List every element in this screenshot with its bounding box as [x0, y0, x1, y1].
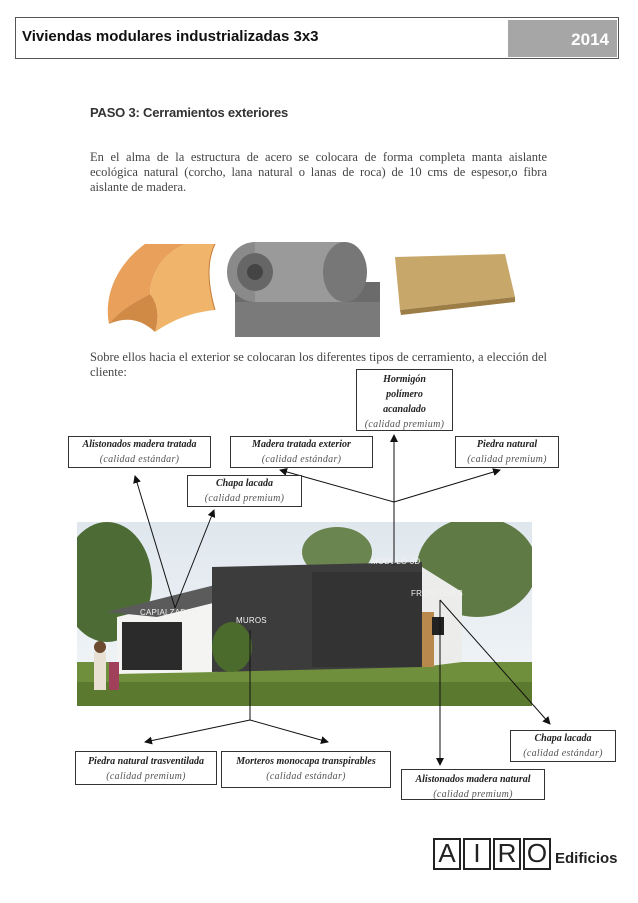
logo-letter: A	[433, 838, 461, 870]
logo-letter: O	[523, 838, 551, 870]
option-name: Alistonados madera natural	[415, 774, 531, 785]
logo-letter: R	[493, 838, 521, 870]
option-name: Madera tratada exterior	[252, 439, 351, 450]
option-quality: (calidad premium)	[106, 771, 186, 782]
step-title: PASO 3: Cerramientos exteriores	[90, 105, 289, 120]
option-piedra-natural-trasventilada	[75, 751, 217, 785]
option-name: Alistonados madera tratada	[82, 439, 197, 450]
logo-word: Edificios	[555, 850, 618, 867]
airo-logo	[433, 838, 553, 870]
intro-paragraph: En el alma de la estructura de acero se colocara de forma completa manta aislante ecológica natural (corcho, lana natural o lanas de roca) de 10 cms de espesor,o fibra aislante de madera.	[90, 150, 547, 194]
option-chapa-lacada-estandar	[510, 730, 616, 762]
option-chapa-lacada-premium	[187, 475, 302, 507]
option-name: Chapa lacada	[216, 478, 273, 489]
option-quality: (calidad premium)	[204, 493, 285, 504]
logo-letter: I	[463, 838, 491, 870]
option-quality: (calidad estándar)	[523, 748, 603, 759]
option-morteros-monocapa	[221, 751, 391, 788]
option-piedra-natural	[455, 436, 559, 468]
option-name: Piedra natural	[476, 439, 538, 450]
option-quality: (calidad premium)	[433, 789, 513, 800]
option-alistonados-madera-tratada	[68, 436, 211, 468]
option-name: Piedra natural trasventilada	[87, 756, 205, 767]
options-paragraph: Sobre ellos hacia el exterior se colocaran los diferentes tipos de cerramiento, a elección del cliente:	[90, 350, 547, 379]
option-name: Chapa lacada	[534, 733, 592, 744]
option-madera-tratada-exterior	[230, 436, 373, 468]
option-quality: (calidad estándar)	[266, 771, 346, 782]
label-frontones: FRONTONES	[411, 589, 463, 598]
option-hormigon-polimero	[356, 369, 453, 431]
label-modulo-3d: MÓDULO 3D	[371, 557, 421, 566]
label-muros: MUROS	[236, 616, 267, 625]
option-quality: (calidad premium)	[364, 419, 445, 430]
document-year: 2014	[508, 20, 617, 57]
label-capialzados: CAPIALZADOS	[140, 608, 199, 617]
option-name: Morteros monocapa transpirables	[236, 756, 376, 767]
option-quality: (calidad estándar)	[99, 454, 180, 465]
option-alistonados-madera-natural	[401, 769, 545, 800]
document-title: Viviendas modulares industrializadas 3x3	[22, 28, 319, 45]
option-quality: (calidad premium)	[467, 454, 547, 465]
option-quality: (calidad estándar)	[261, 454, 342, 465]
option-name: Hormigón polímero acanalado	[383, 374, 426, 415]
